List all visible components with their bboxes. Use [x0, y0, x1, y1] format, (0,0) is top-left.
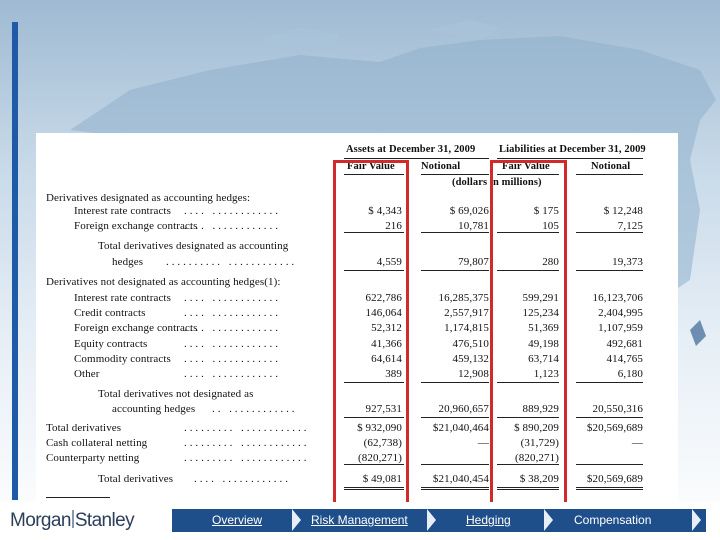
- nd-row-liabilities-notional: 414,765: [606, 352, 643, 365]
- nd-row-liabilities-fair-value: 599,291: [522, 292, 559, 304]
- leader-dots: . . . . . . . . . . . . . . . .: [184, 205, 279, 217]
- nd-row-label: Other: [74, 368, 100, 380]
- assets-notional-header: Notional: [421, 161, 461, 172]
- designated-row-liabilities-fair-value: 105: [542, 220, 559, 232]
- leader-dots: . . . . . . . . . . . . . . . .: [184, 337, 279, 350]
- rule: [421, 417, 489, 418]
- rule: [421, 382, 489, 383]
- rule: [576, 417, 643, 418]
- nd-total-label-2: accounting hedges: [112, 403, 196, 415]
- rule: [421, 232, 489, 233]
- rule: [576, 464, 643, 465]
- designated-total-label-2: hedges: [112, 256, 144, 268]
- nd-row-liabilities-fair-value: 125,234: [522, 307, 559, 320]
- designated-row-assets-notional: $ 69,026: [449, 205, 489, 217]
- designated-total-assets-notional: 79,807: [458, 256, 489, 268]
- leader-dots: . . . . . . . . . . . . . . . . . . . . .: [184, 452, 307, 464]
- designated-row-assets-notional: 10,781: [458, 220, 489, 232]
- nd-row-assets-fair-value: 64,614: [371, 352, 402, 365]
- final-total-liabilities-notional: $20,569,689: [586, 473, 643, 485]
- nd-row-assets-fair-value: 52,312: [371, 322, 402, 335]
- rule: [576, 270, 643, 271]
- nd-row-liabilities-notional: 1,107,959: [598, 322, 643, 335]
- chevron-right-icon: [427, 509, 436, 531]
- assets-fair-value-highlight: [333, 160, 409, 505]
- nd-row-liabilities-notional: 492,681: [606, 337, 643, 350]
- final-total-liabilities-fair-value: $ 38,209: [519, 473, 559, 485]
- designated-total-label-1: Total derivatives designated as accounting: [98, 240, 289, 252]
- nd-total-label-1: Total derivatives not designated as: [98, 388, 254, 400]
- chevron-right-icon: [544, 509, 553, 531]
- nd-row-liabilities-fair-value: 1,123: [533, 368, 559, 380]
- nd-row-assets-fair-value: 389: [385, 368, 402, 380]
- rule: [576, 382, 643, 383]
- rule: [421, 174, 489, 175]
- nd-row-assets-notional: 1,174,815: [444, 322, 489, 335]
- summary-row-assets-notional: —: [477, 437, 489, 449]
- designated-total-liabilities-notional: 19,373: [612, 256, 643, 268]
- final-total-assets-fair-value: $ 49,081: [362, 473, 402, 485]
- logo-divider: [72, 510, 74, 528]
- nd-row-liabilities-fair-value: 49,198: [528, 337, 559, 350]
- summary-row-liabilities-notional: $20,569,689: [586, 422, 643, 434]
- summary-row-assets-notional: $21,040,464: [432, 422, 489, 434]
- footnote-rule: [46, 497, 110, 498]
- summary-row-liabilities-notional: —: [631, 437, 643, 449]
- designated-row-label: Interest rate contracts: [74, 205, 171, 217]
- leader-dots: . . . . . . . . . . . . . . . .: [184, 352, 279, 365]
- logo-text-right: Stanley: [74, 510, 135, 531]
- nav-compensation[interactable]: Compensation: [574, 513, 652, 527]
- summary-row-liabilities-fair-value: (820,271): [515, 452, 559, 464]
- designated-total-assets-fair-value: 4,559: [376, 256, 402, 268]
- summary-row-label: Counterparty netting: [46, 452, 140, 464]
- leader-dots: . . . . . . . . . . . . . . . . . . . . . .: [166, 256, 295, 268]
- nav-hedging[interactable]: Hedging: [466, 513, 511, 527]
- rule: [421, 487, 489, 490]
- summary-row-liabilities-fair-value: $ 890,209: [514, 422, 559, 434]
- rule: [576, 232, 643, 233]
- nd-row-liabilities-fair-value: 63,714: [528, 352, 559, 365]
- leader-dots: . . . . . . . . . . . . . . . .: [184, 307, 279, 320]
- nd-row-liabilities-fair-value: 51,369: [528, 322, 559, 335]
- leader-dots: . . . . . . . . . . . . . . . . . . . . .: [184, 422, 307, 434]
- summary-row-liabilities-fair-value: (31,729): [520, 437, 559, 449]
- accent-bar: [12, 22, 18, 500]
- liabilities-header: Liabilities at December 31, 2009: [499, 144, 646, 155]
- assets-fair-value-header: Fair Value: [347, 161, 395, 172]
- nd-row-label: Equity contracts: [74, 337, 148, 350]
- nd-row-assets-notional: 12,908: [458, 368, 489, 380]
- nav-risk-management[interactable]: Risk Management: [311, 513, 408, 527]
- leader-dots: . . . . . . . . . . . . . . . .: [184, 220, 279, 232]
- liabilities-fair-value-header: Fair Value: [502, 161, 550, 172]
- morgan-stanley-logo: [10, 510, 134, 532]
- nd-row-liabilities-notional: 2,404,995: [598, 307, 643, 320]
- nd-row-liabilities-notional: 6,180: [617, 368, 643, 380]
- summary-row-assets-fair-value: (62,738): [363, 437, 402, 449]
- final-total-assets-notional: $21,040,454: [432, 473, 489, 485]
- summary-row-assets-fair-value: $ 932,090: [357, 422, 402, 434]
- designated-row-liabilities-notional: 7,125: [617, 220, 643, 232]
- designated-row-assets-fair-value: 216: [385, 220, 402, 232]
- section-title-designated: Derivatives designated as accounting hedges:: [46, 192, 251, 204]
- summary-row-assets-fair-value: (820,271): [358, 452, 402, 464]
- logo-text-left: Morgan: [10, 510, 71, 531]
- liabilities-header-rule: [497, 158, 643, 159]
- nd-row-assets-notional: 459,132: [452, 352, 489, 365]
- designated-row-label: Foreign exchange contracts: [74, 220, 198, 232]
- nd-row-label: Foreign exchange contracts: [74, 322, 198, 335]
- chevron-right-icon: [292, 509, 301, 531]
- nd-total-assets-fair-value: 927,531: [365, 403, 402, 415]
- rule: [576, 174, 643, 175]
- designated-row-liabilities-fair-value: $ 175: [533, 205, 559, 217]
- nd-row-assets-notional: 16,285,375: [438, 292, 489, 304]
- rule: [421, 464, 489, 465]
- nd-total-liabilities-notional: 20,550,316: [592, 403, 643, 415]
- leader-dots: . . . . . . . . . . . . . . . .: [194, 473, 289, 485]
- summary-row-label: Cash collateral netting: [46, 437, 148, 449]
- chevron-right-icon: [692, 509, 701, 531]
- nav-bar: [172, 509, 706, 532]
- assets-header: Assets at December 31, 2009: [346, 144, 476, 155]
- liabilities-notional-header: Notional: [591, 161, 631, 172]
- nd-total-liabilities-fair-value: 889,929: [522, 403, 559, 415]
- leader-dots: . . . . . . . . . . . . . . . . . . . . .: [184, 437, 307, 449]
- designated-row-assets-fair-value: $ 4,343: [368, 205, 402, 217]
- nd-row-label: Credit contracts: [74, 307, 146, 320]
- designated-row-liabilities-notional: $ 12,248: [603, 205, 643, 217]
- leader-dots: . . . . . . . . . . . . . . . .: [184, 368, 279, 380]
- nd-row-assets-notional: 2,557,917: [444, 307, 489, 320]
- nd-row-liabilities-notional: 16,123,706: [592, 292, 643, 304]
- rule: [576, 487, 643, 490]
- section-title-not-designated: Derivatives not designated as accounting hedges(1):: [46, 276, 281, 288]
- nd-row-assets-fair-value: 146,064: [365, 307, 402, 320]
- nd-row-label: Interest rate contracts: [74, 292, 171, 304]
- nd-row-label: Commodity contracts: [74, 352, 171, 365]
- units-note: (dollars in millions): [452, 177, 542, 188]
- assets-header-rule: [344, 158, 489, 159]
- liabilities-fair-value-highlight: [490, 160, 567, 505]
- nd-row-assets-notional: 476,510: [452, 337, 489, 350]
- nav-overview[interactable]: Overview: [212, 513, 263, 527]
- nd-row-assets-fair-value: 41,366: [371, 337, 402, 350]
- nd-total-assets-notional: 20,960,657: [438, 403, 489, 415]
- rule: [421, 270, 489, 271]
- final-total-label: Total derivatives: [98, 473, 174, 485]
- leader-dots: . . . . . . . . . . . . . . . .: [184, 322, 279, 335]
- designated-total-liabilities-fair-value: 280: [542, 256, 559, 268]
- nd-row-assets-fair-value: 622,786: [365, 292, 402, 304]
- leader-dots: . . . . . . . . . . . . . .: [212, 403, 295, 415]
- summary-row-label: Total derivatives: [46, 422, 122, 434]
- leader-dots: . . . . . . . . . . . . . . . .: [184, 292, 279, 304]
